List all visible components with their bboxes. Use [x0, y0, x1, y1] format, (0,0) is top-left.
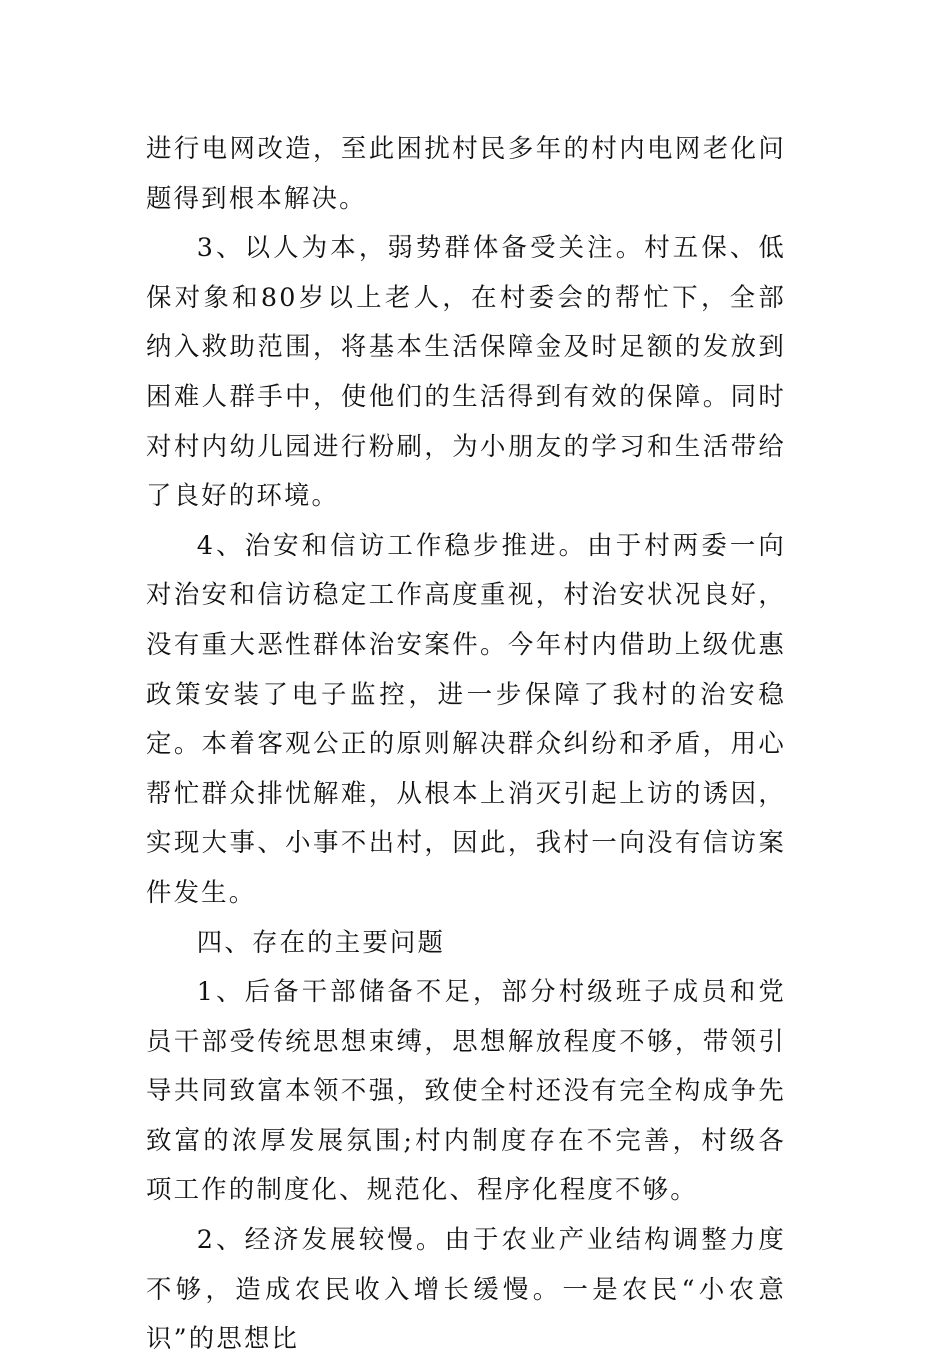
paragraph-continuation: 进行电网改造，至此困扰村民多年的村内电网老化问题得到根本解决。: [146, 133, 786, 213]
document-body: [146, 124, 786, 1364]
section-heading-4: 四、存在的主要问题: [196, 926, 446, 957]
paragraph-problem-2: 2、经济发展较慢。由于农业产业结构调整力度不够，造成农民收入增长缓慢。一是农民“小农意识”的思想比: [146, 1224, 786, 1354]
paragraph-problem-1: 1、后备干部储备不足，部分村级班子成员和党员干部受传统思想束缚，思想解放程度不够，带领引导共同致富本领不强，致使全村还没有完全构成争先致富的浓厚发展氛围;村内制度存在不完善，村级各项工作的制度化、规范化、程序化程度不够。: [146, 976, 786, 1205]
paragraph-item-4: 4、治安和信访工作稳步推进。由于村两委一向对治安和信访稳定工作高度重视，村治安状况良好，没有重大恶性群体治安案件。今年村内借助上级优惠政策安装了电子监控，进一步保障了我村的治安稳定。本着客观公正的原则解决群众纠纷和矛盾，用心帮忙群众排忧解难，从根本上消灭引起上访的诱因，实现大事、小事不出村，因此，我村一向没有信访案件发生。: [146, 529, 786, 907]
paragraph-item-3: 3、以人为本，弱势群体备受关注。村五保、低保对象和80岁以上老人，在村委会的帮忙下，全部纳入救助范围，将基本生活保障金及时足额的发放到困难人群手中，使他们的生活得到有效的保障。同时对村内幼儿园进行粉刷，为小朋友的学习和生活带给了良好的环境。: [146, 232, 786, 511]
